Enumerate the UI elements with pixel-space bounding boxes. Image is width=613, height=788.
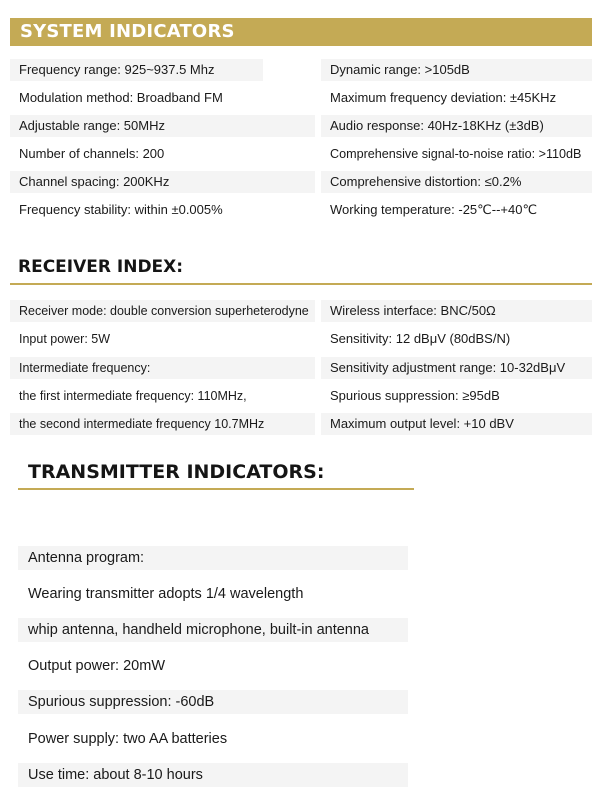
spec-row: Audio response: 40Hz-18KHz (±3dB) [321,115,592,137]
spec-row: Input power: 5W [19,332,111,346]
spec-row: Comprehensive distortion: ≤0.2% [321,171,592,193]
spec-row: Frequency range: 925~937.5 Mhz [10,59,263,81]
spec-row: Working temperature: -25℃--+40℃ [330,202,538,217]
system-indicators-banner [10,18,592,46]
spec-row: Adjustable range: 50MHz [10,115,315,137]
spec-row: Antenna program: [18,546,408,570]
spec-row: Wireless interface: BNC/50Ω [321,300,592,322]
spec-row: Dynamic range: >105dB [321,59,592,81]
spec-row: Spurious suppression: -60dB [18,690,408,714]
spec-row: Output power: 20mW [28,658,165,674]
spec-row: Maximum output level: +10 dBV [321,413,592,435]
spec-row: Use time: about 8-10 hours [18,763,408,787]
transmitter-indicators-title: TRANSMITTER INDICATORS: [28,461,325,483]
system-indicators-title: SYSTEM INDICATORS [20,21,235,42]
spec-row: whip antenna, handheld microphone, built-in antenna [18,618,408,642]
spec-row: Maximum frequency deviation: ±45KHz [330,90,557,105]
spec-row: the first intermediate frequency: 110MHz, [19,389,247,403]
transmitter-divider [18,488,414,490]
spec-row: Number of channels: 200 [19,146,165,161]
spec-row: Frequency stability: within ±0.005% [19,202,223,217]
receiver-index-title: RECEIVER INDEX: [18,257,184,277]
spec-row: Comprehensive signal-to-noise ratio: >110dB [330,147,582,161]
spec-row: Intermediate frequency: [10,357,315,379]
spec-row: Sensitivity adjustment range: 10-32dBμV [321,357,592,379]
receiver-divider [10,283,592,285]
spec-row: Receiver mode: double conversion superheterodyne [10,300,315,322]
spec-row: Spurious suppression: ≥95dB [330,388,500,403]
spec-row: Sensitivity: 12 dBμV (80dBS/N) [330,331,511,346]
spec-row: Modulation method: Broadband FM [19,90,223,105]
spec-row: Channel spacing: 200KHz [10,171,315,193]
spec-row: Wearing transmitter adopts 1/4 wavelength [28,586,304,602]
spec-row: Power supply: two AA batteries [28,731,228,747]
spec-row: the second intermediate frequency 10.7MHz [10,413,315,435]
